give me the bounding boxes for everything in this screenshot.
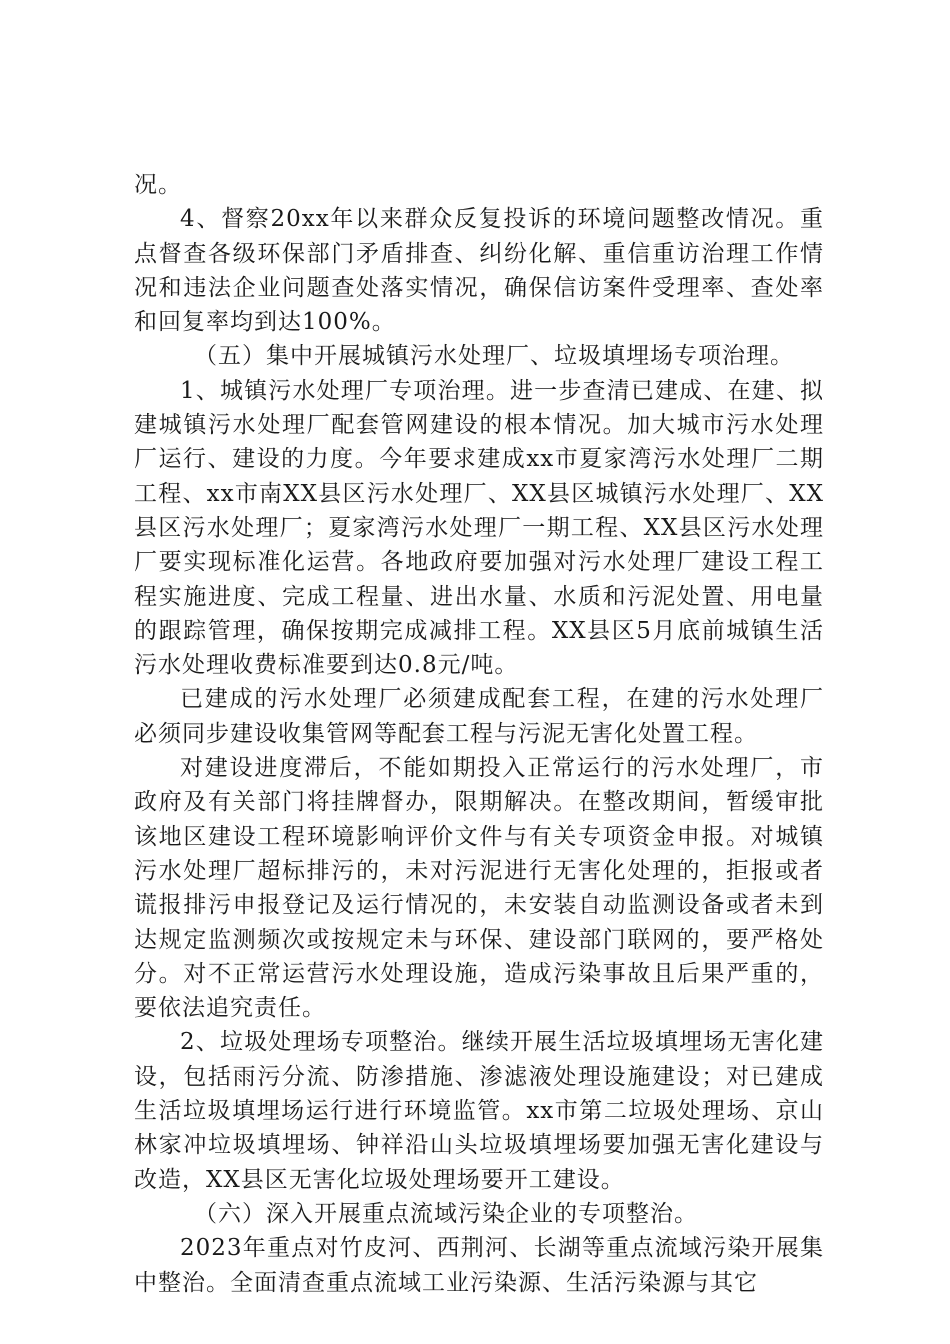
paragraph-item-1-sewage-plant: 1、城镇污水处理厂专项治理。进一步查清已建成、在建、拟建城镇污水处理厂配套管网建设的根本情况。加大城市污水处理厂运行、建设的力度。今年要求建成xx市夏家湾污水处理厂二期工程、xx市南XX县区污水处理厂、XX县区城镇污水处理厂、XX县区污水处理厂；夏家湾污水处理厂一期工程、XX县区污水处理厂要实现标准化运营。各地政府要加强对污水处理厂建设工程工程实施进度、完成工程量、进出水量、水质和污泥处置、用电量的跟踪管理，确保按期完成减排工程。XX县区5月底前城镇生活污水处理收费标准要到达0.8元/吨。	[134, 377, 824, 679]
section-heading-6: （六）深入开展重点流域污染企业的专项整治。	[194, 1200, 698, 1227]
paragraph-item-4-complaints: 4、督察20xx年以来群众反复投诉的环境问题整改情况。重点督查各级环保部门矛盾排查、纠纷化解、重信重访治理工作情况和违法企业问题查处落实情况，确保信访案件受理率、查处率和回复率均到达100%。	[134, 206, 824, 336]
paragraph-item-2-landfill: 2、垃圾处理场专项整治。继续开展生活垃圾填埋场无害化建设，包括雨污分流、防渗措施、渗滤液处理设施建设；对已建成生活垃圾填埋场运行进行环境监管。xx市第二垃圾处理场、京山林家冲垃圾填埋场、钟祥沿山头垃圾填埋场要加强无害化建设与改造，XX县区无害化垃圾处理场要开工建设。	[134, 1029, 824, 1193]
section-heading-5: （五）集中开展城镇污水处理厂、垃圾填埋场专项治理。	[194, 343, 794, 370]
paragraph-supporting-works: 已建成的污水处理厂必须建成配套工程，在建的污水处理厂必须同步建设收集管网等配套工程与污泥无害化处置工程。	[134, 686, 824, 747]
document-body	[134, 168, 824, 1300]
paragraph-basin-rectification: 2023年重点对竹皮河、西荆河、长湖等重点流域污染开展集中整治。全面清查重点流域工业污染源、生活污染源与其它	[134, 1235, 824, 1296]
paragraph-continuation: 况。	[134, 172, 182, 198]
paragraph-delayed-construction: 对建设进度滞后，不能如期投入正常运行的污水处理厂，市政府及有关部门将挂牌督办，限期解决。在整改期间，暂缓审批该地区建设工程环境影响评价文件与有关专项资金申报。对城镇污水处理厂超标排污的，未对污泥进行无害化处理的，拒报或者谎报排污申报登记及运行情况的，未安装自动监测设备或者未到达规定监测频次或按规定未与环保、建设部门联网的，要严格处分。对不正常运营污水处理设施，造成污染事故且后果严重的，要依法追究责任。	[134, 755, 824, 1022]
